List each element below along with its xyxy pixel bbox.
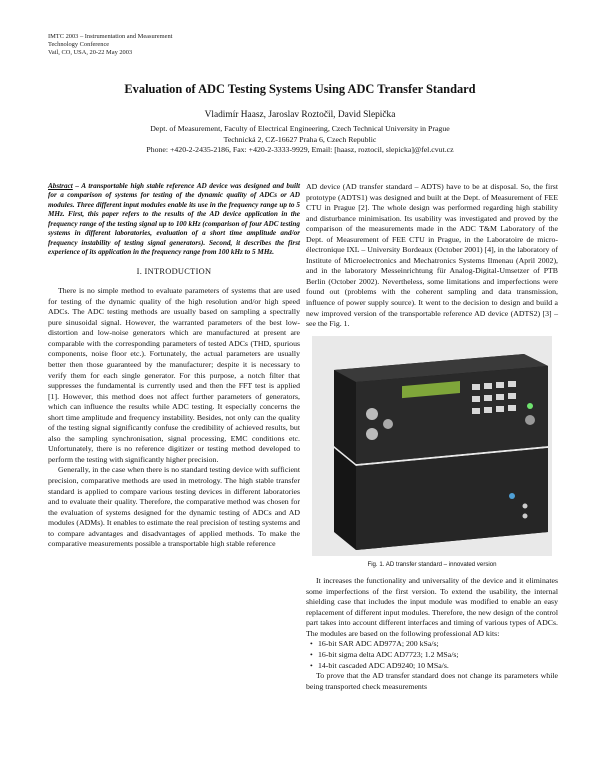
list-item: • 16-bit SAR ADC AD977A; 200 kSa/s; xyxy=(310,639,558,650)
header-line-3: Vail, CO, USA, 20-22 May 2003 xyxy=(48,49,133,56)
intro-paragraph-2: Generally, in the case when there is no standard testing device with sufficient precision, comparative methods are used in metrology. The high stable transfer standard is applied to compare various testing devices in different laboratories and to evaluate their quality. Therefore, the comparative method was chosen for the evaluation of systems designed for the dynamic testing of ADCs and AD modules (ADMs). It enables to estimate the real precision of testing systems and to compare advantages and disadvantages of applied methods. To make the comparative measurements possible a transportable high stable reference xyxy=(48,465,300,549)
figure-1-caption: Fig. 1. AD transfer standard – innovated version xyxy=(367,560,497,568)
section-heading-introduction: I. INTRODUCTION xyxy=(136,266,212,276)
right-column xyxy=(306,182,558,692)
lower-connector-icon xyxy=(523,513,528,518)
affiliation-line-2: Technická 2, CZ-16627 Praha 6, Czech Republic xyxy=(223,134,377,144)
abstract-text: – A transportable high stable reference AD device was designed and built for a comparison of systems for testing of the dynamic quality of ADCs or AD modules. Three different input modules enable its use in the frequency range up to 5 MHz. First, this paper refers to the results of the AD device application in the frequency range of the testing signal up to 100 kHz (comparison of four ADC testing systems in different laboratories, evaluation of a short time amplitude and/or frequency instability of testing signal generators). Second, it describes the first experience of its application in the frequency range from 100 kHz to 5 MHz. xyxy=(48,182,300,257)
abstract-label: Abstract xyxy=(48,182,73,190)
bnc-connector-icon xyxy=(366,428,378,440)
affiliation xyxy=(0,124,600,156)
module-list xyxy=(310,639,558,671)
conference-header xyxy=(48,33,172,57)
header-line-1: IMTC 2003 – Instrumentation and Measurement xyxy=(48,33,173,40)
lower-led-icon xyxy=(509,493,515,499)
paper-title: Evaluation of ADC Testing Systems Using ADC Transfer Standard xyxy=(124,82,476,96)
affiliation-line-3: Phone: +420-2-2435-2186, Fax: +420-2-3333-9929, Email: [haasz, roztocil, slepicka]@fel.cvut.cz xyxy=(146,145,454,155)
right-paragraph-3: To prove that the AD transfer standard does not change its parameters while being transported check measurements xyxy=(306,671,558,691)
right-paragraph-2: It increases the functionality and universality of the device and it eliminates some imperfections of the first version. To extend the usability, the internal shielding case that includes the input module was modified to enable an easy replacement of different input modules. Therefore, the new design of the control part takes into account different interfaces and timing of various types of ADCs. The modules are based on the following professional AD kits: xyxy=(306,576,558,638)
left-column xyxy=(48,182,300,550)
intro-paragraph-1: There is no simple method to evaluate parameters of systems that are used for testing of the dynamic quality of the high resolution and/or high speed ADCs. The ADC testing methods are usually based on sampling a spectrally pure sinusoidal signal. However, the warranted parameters of the best low-distortion and low-noise generators which are manufactured at present are comparable with the corresponding parameters of tested ADCs (THD, spurious components, noise floor etc.). Fortunately, the actual parameters are usually better then those guaranteed by the manufacturer; despite it is necessary to verify them for each single generator. For this purpose, a notch filter that suppresses the fundamental is currently used and then the FFT test is applied [1]. However, this method does not affect further parameters of generators, which can influence the results while ADC testing. It especially concerns the short time amplitude and frequency instability. Besides, not only can the quality of the testing signal significantly confuse the credibility of achieved results, but also the sampling synchronisation, signal processing, EMC conditions etc. Unfortunately, there is no reference digitizer or testing method developed to perform the testing with significantly higher precision. xyxy=(48,286,300,464)
header-line-2: Technology Conference xyxy=(48,41,110,48)
paper-authors: Vladimír Haasz, Jaroslav Roztočil, David Slepička xyxy=(204,110,396,120)
list-item: • 14-bit cascaded ADC AD9240; 10 MSa/s. xyxy=(310,661,558,672)
lower-connector-icon xyxy=(523,503,528,508)
bnc-connector-icon xyxy=(383,419,393,429)
right-paragraph-1: AD device (AD transfer standard – ADTS) have to be at disposal. So, the first prototype (ADTS1) was designed and built at the Dept. of Measurement of FEE CTU in Prague [2]. The whole design was performed regarding high stability and disturbance minimisation. Its usability was investigated and proved by the comparison of the measurements made in the ADC T&M Laboratory of the Dept. of Measurement of FEE CTU in Prague, in the Laboratoire de micro-électronique IXL – University Bordeaux (October 2001) [4], in the laboratory of Institute of Microelectronics and Mechatronics Systems Ilmenau (April 2002), and in the laboratory Messeinrichtung für Analog-Digital-Umsetzer of PTB Berlin (October 2002). Nevertheless, some limitations and imperfections were found out (problems with the coherent sampling and data transmission, influence of power supply source). It went to the decision to design and build a new improved version of the transportable reference AD device (ADTS2) [3] – see the Fig. 1. xyxy=(306,182,558,329)
power-switch-icon xyxy=(525,415,535,425)
bnc-connector-icon xyxy=(366,408,378,420)
list-item: • 16-bit sigma delta ADC AD7723; 1.2 MSa/s; xyxy=(310,650,558,661)
abstract xyxy=(48,182,300,258)
figure-1-photo xyxy=(312,336,552,556)
affiliation-line-1: Dept. of Measurement, Faculty of Electrical Engineering, Czech Technical University in Prague xyxy=(150,124,450,133)
power-led-icon xyxy=(527,403,533,409)
